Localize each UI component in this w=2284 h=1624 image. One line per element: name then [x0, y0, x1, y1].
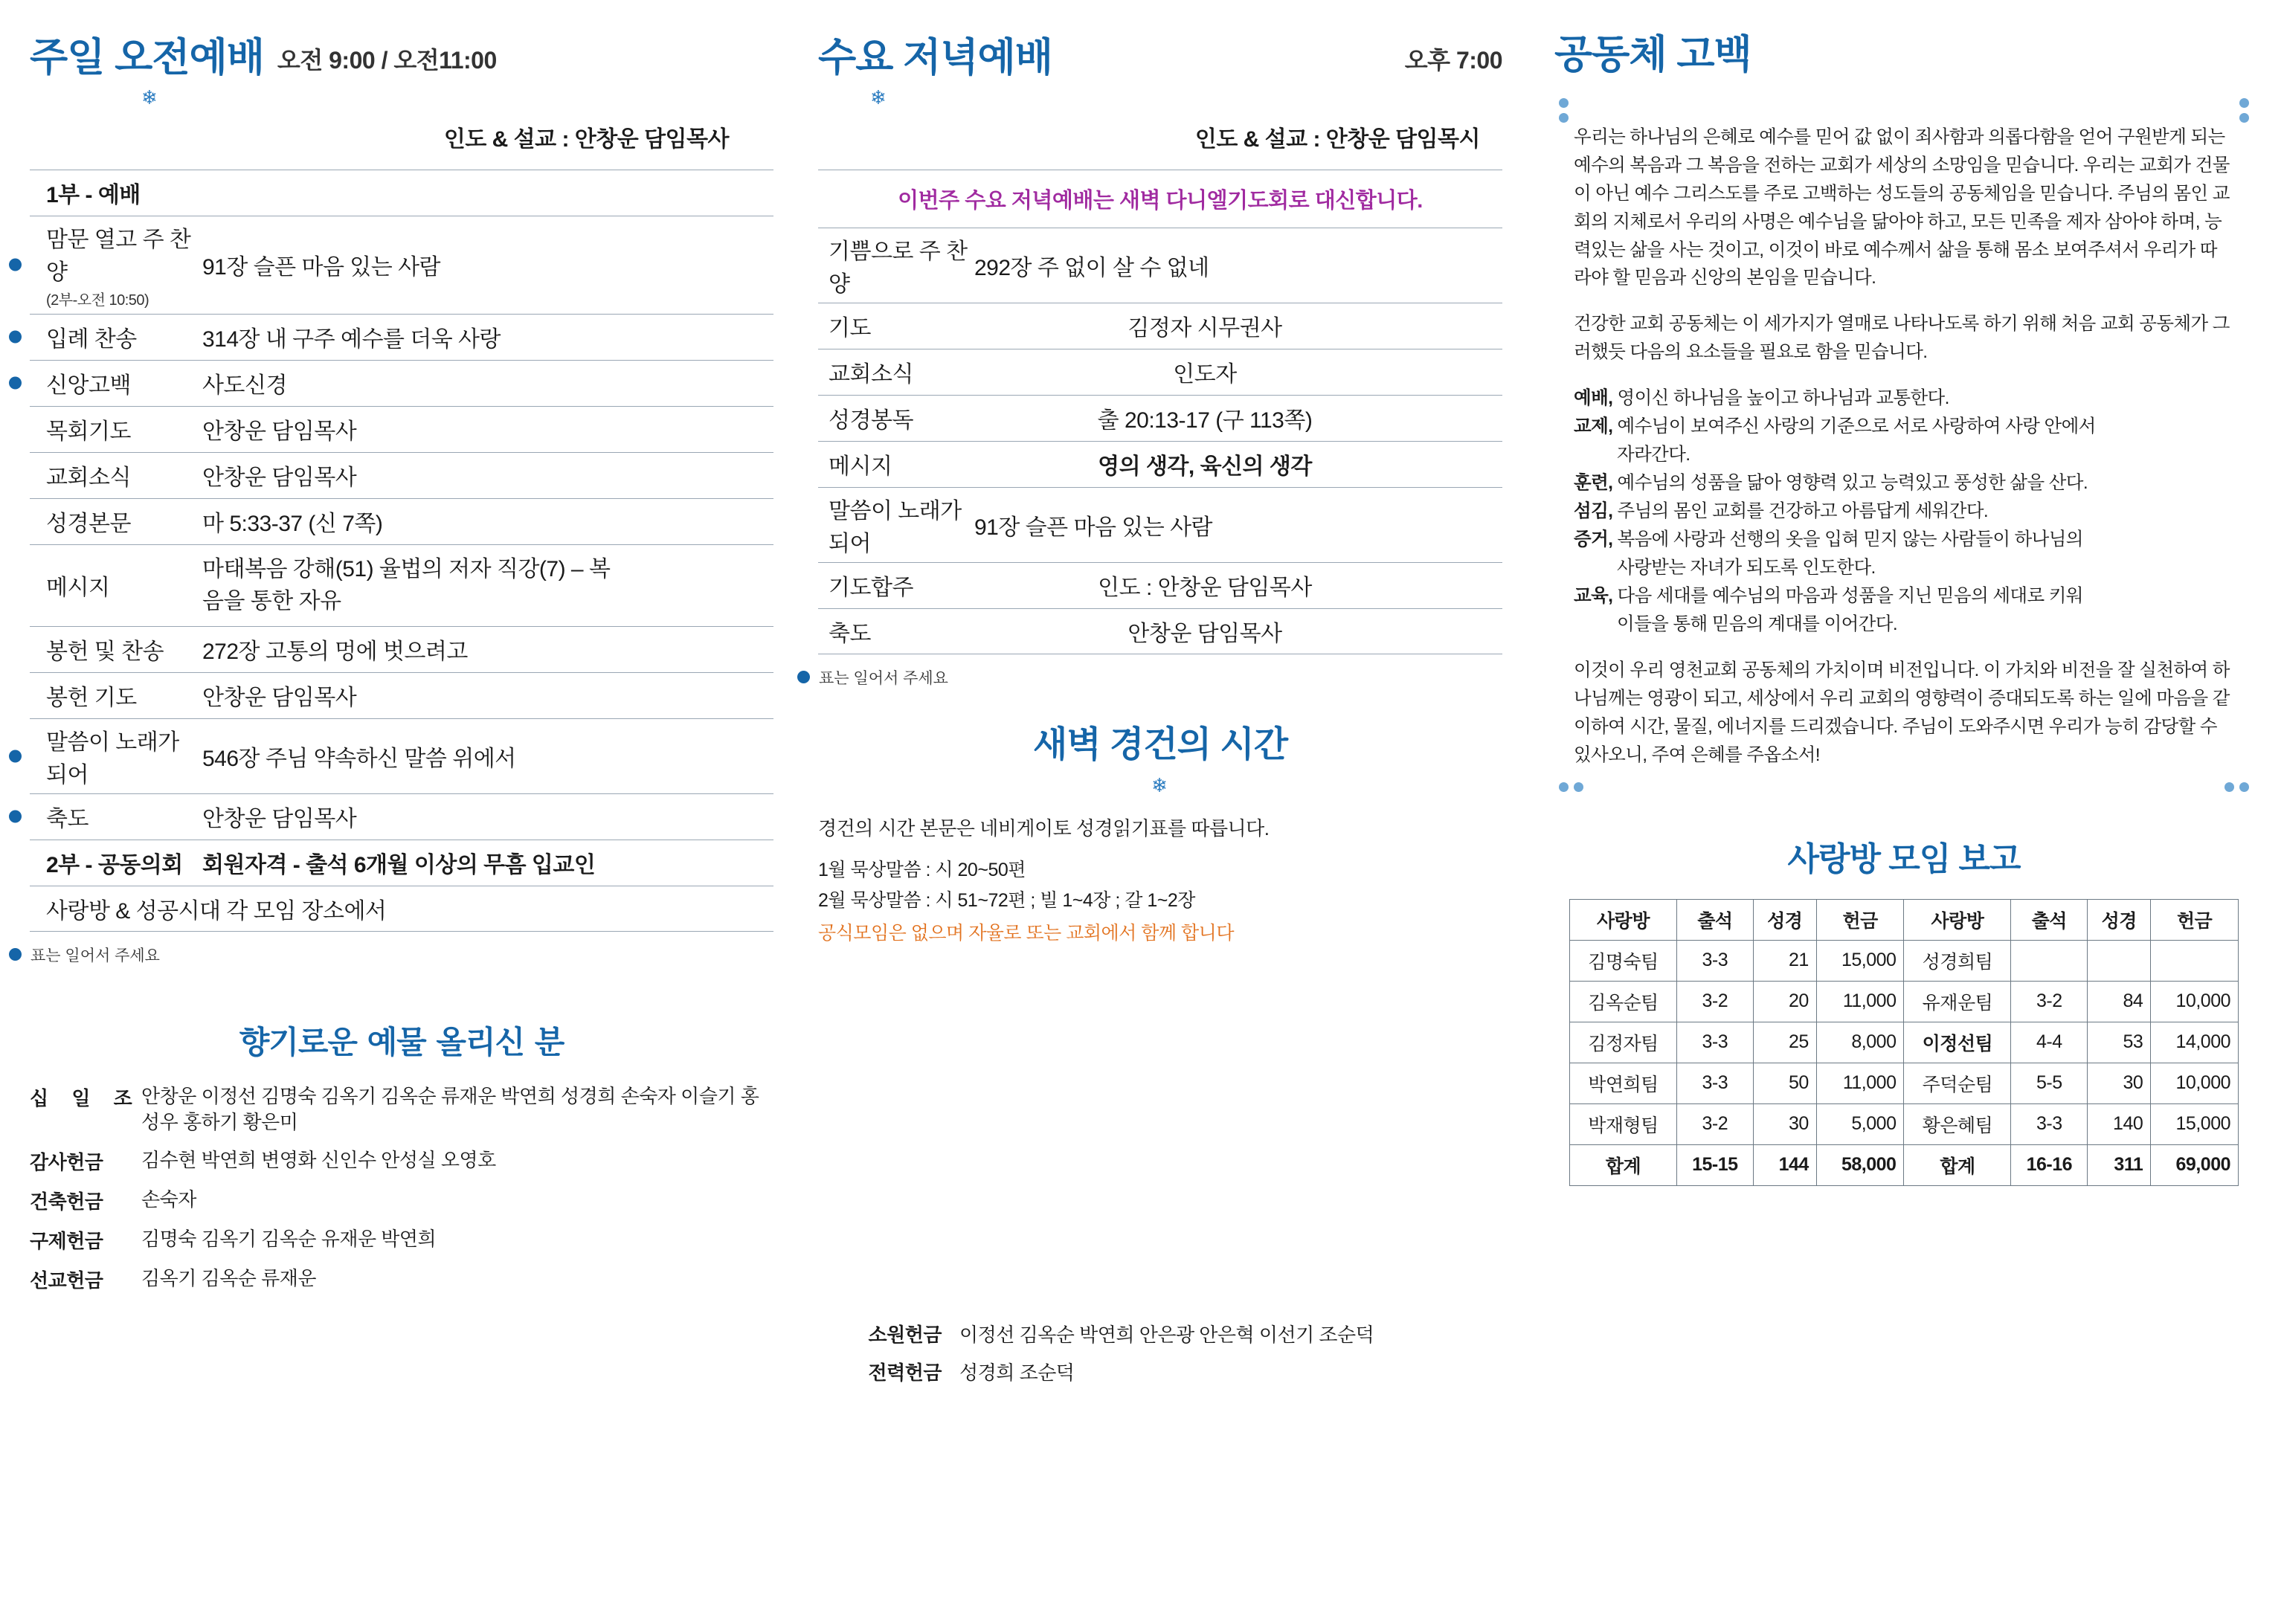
col-header: 사랑방	[1570, 899, 1677, 940]
column-wednesday-service	[818, 0, 1502, 947]
report-title: 사랑방 모임 보고	[1787, 840, 2021, 877]
confession-heading	[1554, 0, 2254, 76]
cell-attendance: 3-3	[2011, 1103, 2088, 1144]
bullet-dot-icon	[9, 750, 22, 762]
devotion-line-2: 2월 묵상말씀 : 시 51~72편 ; 빌 1~4장 ; 갈 1~2장	[818, 890, 1195, 912]
order-label: 말씀이 노래가 되어	[829, 498, 962, 556]
part2-label: 2부 - 공동의회	[46, 853, 183, 878]
order-label: 메시지	[46, 576, 110, 601]
cell-attendance: 5-5	[2011, 1063, 2088, 1103]
order-value: 546장 주님 약속하신 말씀 위에서	[202, 746, 516, 771]
cell-team: 유재운팀	[1904, 981, 2011, 1022]
cell-bible: 20	[1753, 981, 1816, 1022]
list-item	[818, 1358, 1487, 1385]
devotion-intro: 경건의 시간 본문은 네비게이토 성경읽기표를 따릅니다.	[818, 816, 1270, 840]
confession-paragraph-3: 이것이 우리 영천교회 공동체의 가치이며 비전입니다. 이 가치와 비전을 잘 실천하여 하나님께는 영광이 되고, 세상에서 우리 교회의 영향력이 증대되도록 하는 일에 마음을 같이하여 시간, 물질, 에너지를 드리겠습니다. 주님이 도와주시면 우리가 능히 감당할 수 있사오니, 주여 은혜를 주옵소서!	[1574, 660, 2230, 766]
col-header: 출석	[1677, 899, 1754, 940]
table-row	[30, 626, 773, 672]
cell-bible: 30	[2088, 1063, 2151, 1103]
devotion-orange-note: 공식모임은 없으며 자율로 또는 교회에서 함께 합니다	[818, 922, 1234, 944]
order-label: 기도합주	[829, 576, 913, 601]
cell-offering: 14,000	[2151, 1022, 2239, 1063]
offering-key: 전력헌금	[868, 1362, 942, 1384]
cell-total-attendance: 16-16	[2011, 1144, 2088, 1185]
cell-bible: 140	[2088, 1103, 2151, 1144]
cell-team: 이정선팀	[1904, 1022, 2011, 1063]
cell-offering: 15,000	[2151, 1103, 2239, 1144]
offering-names: 손숙자	[141, 1188, 196, 1211]
devotion-line-1: 1월 묵상말씀 : 시 20~50편	[818, 859, 1026, 880]
wednesday-notice: 이번주 수요 저녁예배는 새벽 다니엘기도회로 대신합니다.	[818, 170, 1502, 228]
column-confession	[1554, 0, 2254, 1186]
item-text: 다음 세대를 예수님의 마음과 성품을 지닌 믿음의 세대로 키워	[1612, 586, 2083, 607]
corner-dots-icon	[1559, 98, 1569, 123]
corner-dots-icon	[1559, 782, 1583, 792]
bullet-dot-icon	[797, 671, 810, 683]
sunday-time: 오전 9:00 / 오전11:00	[277, 46, 497, 74]
cell-total-bible: 144	[1753, 1144, 1816, 1185]
wednesday-order-table	[818, 228, 1502, 654]
table-row	[30, 793, 773, 840]
item-continuation: 자라간다.	[1617, 445, 1691, 465]
table-row	[30, 672, 773, 718]
order-label: 성경본문	[46, 512, 131, 537]
table-row	[30, 216, 773, 314]
offerings-title: 향기로운 예물 올리신 분	[239, 1023, 564, 1060]
table-total-row	[1570, 1144, 2239, 1185]
offering-names: 이정선 김옥순 박연희 안은광 안은혁 이선기 조순덕	[959, 1324, 1374, 1346]
cell-team: 박재형팀	[1570, 1103, 1677, 1144]
cell-team: 김명숙팀	[1570, 940, 1677, 981]
love-room-report-table	[1569, 899, 2239, 1186]
cell-offering	[2151, 940, 2239, 981]
bullet-dot-icon	[9, 811, 22, 823]
order-value: 91장 슬픈 마음 있는 사람	[202, 255, 441, 280]
sunday-heading	[30, 0, 773, 79]
table-row	[1570, 981, 2239, 1022]
offering-names: 김수현 박연희 변영화 신인수 안성실 오영호	[141, 1148, 496, 1171]
part1-title: 1부 - 예배	[46, 183, 141, 208]
cell-attendance: 3-2	[1677, 981, 1754, 1022]
cell-team: 성경희팀	[1904, 940, 2011, 981]
order-value: 314장 내 구주 예수를 더욱 사랑	[202, 327, 501, 352]
order-label: 기쁨으로 주 찬양	[829, 239, 968, 297]
offering-names: 김명숙 김옥기 김옥순 유재운 박연희	[141, 1227, 437, 1250]
list-item	[818, 1320, 1487, 1347]
bullet-dot-icon	[9, 377, 22, 390]
order-label: 성경봉독	[829, 408, 913, 434]
offerings-right-list	[818, 1320, 1487, 1396]
cell-total-label: 합계	[1570, 1144, 1677, 1185]
table-row	[30, 498, 773, 544]
col-header: 사랑방	[1904, 899, 2011, 940]
item-keyword: 섬김,	[1574, 501, 1613, 522]
offering-key: 선교헌금	[30, 1269, 103, 1292]
order-label: 목회기도	[46, 419, 131, 445]
table-row	[30, 718, 773, 793]
wednesday-time: 오후 7:00	[1404, 46, 1502, 74]
order-label: 교회소식	[829, 362, 913, 387]
cell-attendance	[2011, 940, 2088, 981]
order-sublabel: (2부-오전 10:50)	[46, 291, 149, 309]
wednesday-leader: 인도 & 설교 : 안창운 담임목시	[1194, 126, 1480, 152]
cell-bible: 30	[1753, 1103, 1816, 1144]
order-value: 292장 주 없이 살 수 없네	[974, 255, 1209, 280]
sunday-extra: 사랑방 & 성공시대 각 모임 장소에서	[46, 898, 387, 924]
cell-offering: 11,000	[1816, 981, 1904, 1022]
cell-bible: 53	[2088, 1022, 2151, 1063]
col-header: 출석	[2011, 899, 2088, 940]
offering-key: 소원헌금	[868, 1324, 942, 1346]
table-row	[30, 406, 773, 452]
cell-team: 황은혜팀	[1904, 1103, 2011, 1144]
order-value: 김정자 시무권사	[1127, 316, 1282, 341]
order-value: 영의 생각, 육신의 생각	[1098, 454, 1312, 480]
order-value: 마태복음 강해(51) 율법의 저자 직강(7) – 복음을 통한 자유	[202, 556, 611, 614]
cell-bible: 84	[2088, 981, 2151, 1022]
order-label: 메시지	[829, 454, 892, 480]
order-label: 봉헌 기도	[46, 686, 137, 711]
order-value: 사도신경	[202, 373, 287, 399]
order-value: 인도자	[1173, 362, 1237, 387]
flower-ornament-icon: ❄	[141, 86, 159, 109]
offering-names: 김옥기 김옥순 류재운	[141, 1266, 316, 1289]
confession-title: 공동체 고백	[1554, 33, 1751, 77]
col-header: 헌금	[2151, 899, 2239, 940]
flower-ornament-icon: ❄	[870, 86, 888, 109]
offering-key: 감사헌금	[30, 1150, 103, 1173]
order-label: 축도	[829, 621, 871, 646]
table-row	[30, 314, 773, 360]
table-row	[30, 360, 773, 406]
order-label: 입례 찬송	[46, 327, 137, 352]
cell-team: 주덕순팀	[1904, 1063, 2011, 1103]
item-keyword: 예배,	[1574, 388, 1613, 409]
offering-key: 십 일 조	[30, 1086, 141, 1109]
order-value: 안창운 담임목사	[202, 686, 357, 711]
table-header-row	[1570, 899, 2239, 940]
table-row	[30, 840, 773, 886]
item-keyword: 훈련,	[1574, 473, 1613, 494]
cell-attendance: 4-4	[2011, 1022, 2088, 1063]
order-label: 맘문 열고 주 찬양	[46, 227, 191, 285]
wednesday-note-text: 표는 일어서 주세요	[819, 669, 948, 687]
table-row	[30, 886, 773, 932]
flower-ornament-icon: ❄	[1151, 773, 1169, 796]
table-row	[818, 487, 1502, 562]
order-label: 교회소식	[46, 465, 131, 491]
cell-total-attendance: 15-15	[1677, 1144, 1754, 1185]
confession-box	[1554, 98, 2254, 792]
cell-offering: 5,000	[1816, 1103, 1904, 1144]
column-sunday-service	[30, 0, 773, 1305]
sunday-leader: 인도 & 설교 : 안창운 담임목사	[443, 126, 729, 152]
sunday-note	[30, 944, 773, 966]
table-row	[1570, 1022, 2239, 1063]
order-value: 출 20:13-17 (구 113쪽)	[1097, 408, 1313, 434]
order-value: 인도 : 안창운 담임목사	[1098, 576, 1312, 601]
bullet-dot-icon	[9, 331, 22, 344]
cell-team: 박연희팀	[1570, 1063, 1677, 1103]
cell-bible	[2088, 940, 2151, 981]
devotion-title: 새벽 경건의 시간	[1032, 724, 1288, 764]
cell-team: 김옥순팀	[1570, 981, 1677, 1022]
order-value: 91장 슬픈 마음 있는 사람	[974, 515, 1213, 540]
item-text: 주님의 몸인 교회를 건강하고 아름답게 세워간다.	[1612, 501, 1989, 522]
cell-attendance: 3-3	[1677, 1022, 1754, 1063]
cell-offering: 10,000	[2151, 981, 2239, 1022]
item-text: 예수님의 성품을 닮아 영향력 있고 능력있고 풍성한 삶을 산다.	[1612, 473, 2088, 494]
cell-team: 김정자팀	[1570, 1022, 1677, 1063]
item-continuation: 사랑받는 자녀가 되도록 인도한다.	[1617, 558, 1876, 579]
item-text: 영이신 하나님을 높이고 하나님과 교통한다.	[1612, 388, 1949, 409]
cell-total-offering: 58,000	[1816, 1144, 1904, 1185]
order-value: 안창운 담임목사	[1127, 621, 1282, 646]
cell-offering: 15,000	[1816, 940, 1904, 981]
order-value: 안창운 담임목사	[202, 419, 357, 445]
bullet-dot-icon	[9, 948, 22, 961]
sunday-title: 주일 오전예배	[30, 36, 264, 80]
order-value: 마 5:33-37 (신 7쪽)	[202, 512, 383, 537]
table-row	[818, 608, 1502, 654]
order-label: 축도	[46, 807, 89, 832]
confession-items	[1574, 384, 2234, 639]
cell-bible: 50	[1753, 1063, 1816, 1103]
order-value: 272장 고통의 멍에 벗으려고	[202, 639, 468, 665]
wednesday-note	[818, 666, 1502, 689]
table-row	[30, 452, 773, 498]
order-label: 신앙고백	[46, 373, 131, 399]
cell-offering: 8,000	[1816, 1022, 1904, 1063]
cell-offering: 10,000	[2151, 1063, 2239, 1103]
item-text: 예수님이 보여주신 사랑의 기준으로 서로 사랑하여 사랑 안에서	[1612, 416, 2096, 437]
offering-key: 구제헌금	[30, 1229, 103, 1252]
list-item	[30, 1266, 773, 1293]
offering-names: 성경희 조순덕	[959, 1362, 1075, 1384]
corner-dots-icon	[2225, 782, 2249, 792]
table-row	[818, 303, 1502, 349]
list-item	[30, 1187, 773, 1214]
offerings-left-list	[30, 1083, 773, 1293]
item-keyword: 증거,	[1574, 529, 1613, 550]
item-text: 복음에 사랑과 선행의 옷을 입혀 믿지 않는 사람들이 하나님의	[1612, 529, 2083, 550]
sunday-note-text: 표는 일어서 주세요	[30, 947, 160, 964]
col-header: 성경	[2088, 899, 2151, 940]
order-label: 기도	[829, 316, 871, 341]
order-value: 안창운 담임목사	[202, 465, 357, 491]
cell-attendance: 3-2	[2011, 981, 2088, 1022]
order-value: 안창운 담임목사	[202, 807, 357, 832]
bullet-dot-icon	[9, 259, 22, 271]
order-label: 말씀이 노래가 되어	[46, 729, 179, 787]
cell-attendance: 3-3	[1677, 940, 1754, 981]
confession-paragraph-1: 우리는 하나님의 은혜로 예수를 믿어 값 없이 죄사함과 의롭다함을 얻어 구원받게 되는 예수의 복음과 그 복음을 전하는 교회가 세상의 소망임을 믿습니다. 우리는 교회가 건물이 아닌 예수 그리스도를 주로 고백하는 성도들의 공동체임을 믿습니다. 주님의 몸인 교회의 지체로서 우리의 사명은 예수님을 닮아야 하고, 모든 민족을 제자 삼아야 하며, 능력있는 삶을 사는 것이고, 이것이 바로 예수께서 삶을 통해 몸소 보여주셔서 우리가 따라야 할 믿음과 신앙의 본임을 믿습니다.	[1574, 126, 2230, 289]
wednesday-heading	[818, 0, 1502, 79]
list-item	[30, 1147, 773, 1175]
cell-attendance: 3-2	[1677, 1103, 1754, 1144]
item-continuation: 이들을 통해 믿음의 계대를 이어간다.	[1617, 614, 1898, 635]
cell-bible: 25	[1753, 1022, 1816, 1063]
col-header: 헌금	[1816, 899, 1904, 940]
table-row	[818, 228, 1502, 303]
confession-paragraph-2: 건강한 교회 공동체는 이 세가지가 열매로 나타나도록 하기 위해 처음 교회 공동체가 그러했듯 다음의 요소들을 필요로 함을 믿습니다.	[1574, 314, 2230, 363]
wednesday-title: 수요 저녁예배	[818, 36, 1052, 80]
table-row	[30, 170, 773, 216]
table-row	[1570, 1103, 2239, 1144]
list-item	[30, 1226, 773, 1254]
col-header: 성경	[1753, 899, 1816, 940]
offering-names: 안창운 이정선 김명숙 김옥기 김옥순 류재운 박연희 성경희 손숙자 이슬기 홍성우 홍하기 황은미	[141, 1084, 759, 1133]
table-row	[1570, 1063, 2239, 1103]
cell-total-bible: 311	[2088, 1144, 2151, 1185]
table-row	[30, 544, 773, 626]
list-item	[30, 1083, 773, 1135]
part2-value: 회원자격 - 출석 6개월 이상의 무흠 입교인	[202, 853, 596, 878]
cell-offering: 11,000	[1816, 1063, 1904, 1103]
table-row	[818, 562, 1502, 608]
cell-bible: 21	[1753, 940, 1816, 981]
table-row	[818, 349, 1502, 395]
cell-attendance: 3-3	[1677, 1063, 1754, 1103]
item-keyword: 교제,	[1574, 416, 1613, 437]
cell-total-offering: 69,000	[2151, 1144, 2239, 1185]
devotion-heading	[818, 689, 1502, 767]
table-row	[1570, 940, 2239, 981]
table-row	[818, 441, 1502, 487]
cell-total-label: 합계	[1904, 1144, 2011, 1185]
item-keyword: 교육,	[1574, 586, 1613, 607]
offering-key: 건축헌금	[30, 1190, 103, 1213]
corner-dots-icon	[2239, 98, 2249, 123]
sunday-order-table	[30, 170, 773, 932]
order-label: 봉헌 및 찬송	[46, 639, 164, 665]
table-row	[818, 395, 1502, 441]
